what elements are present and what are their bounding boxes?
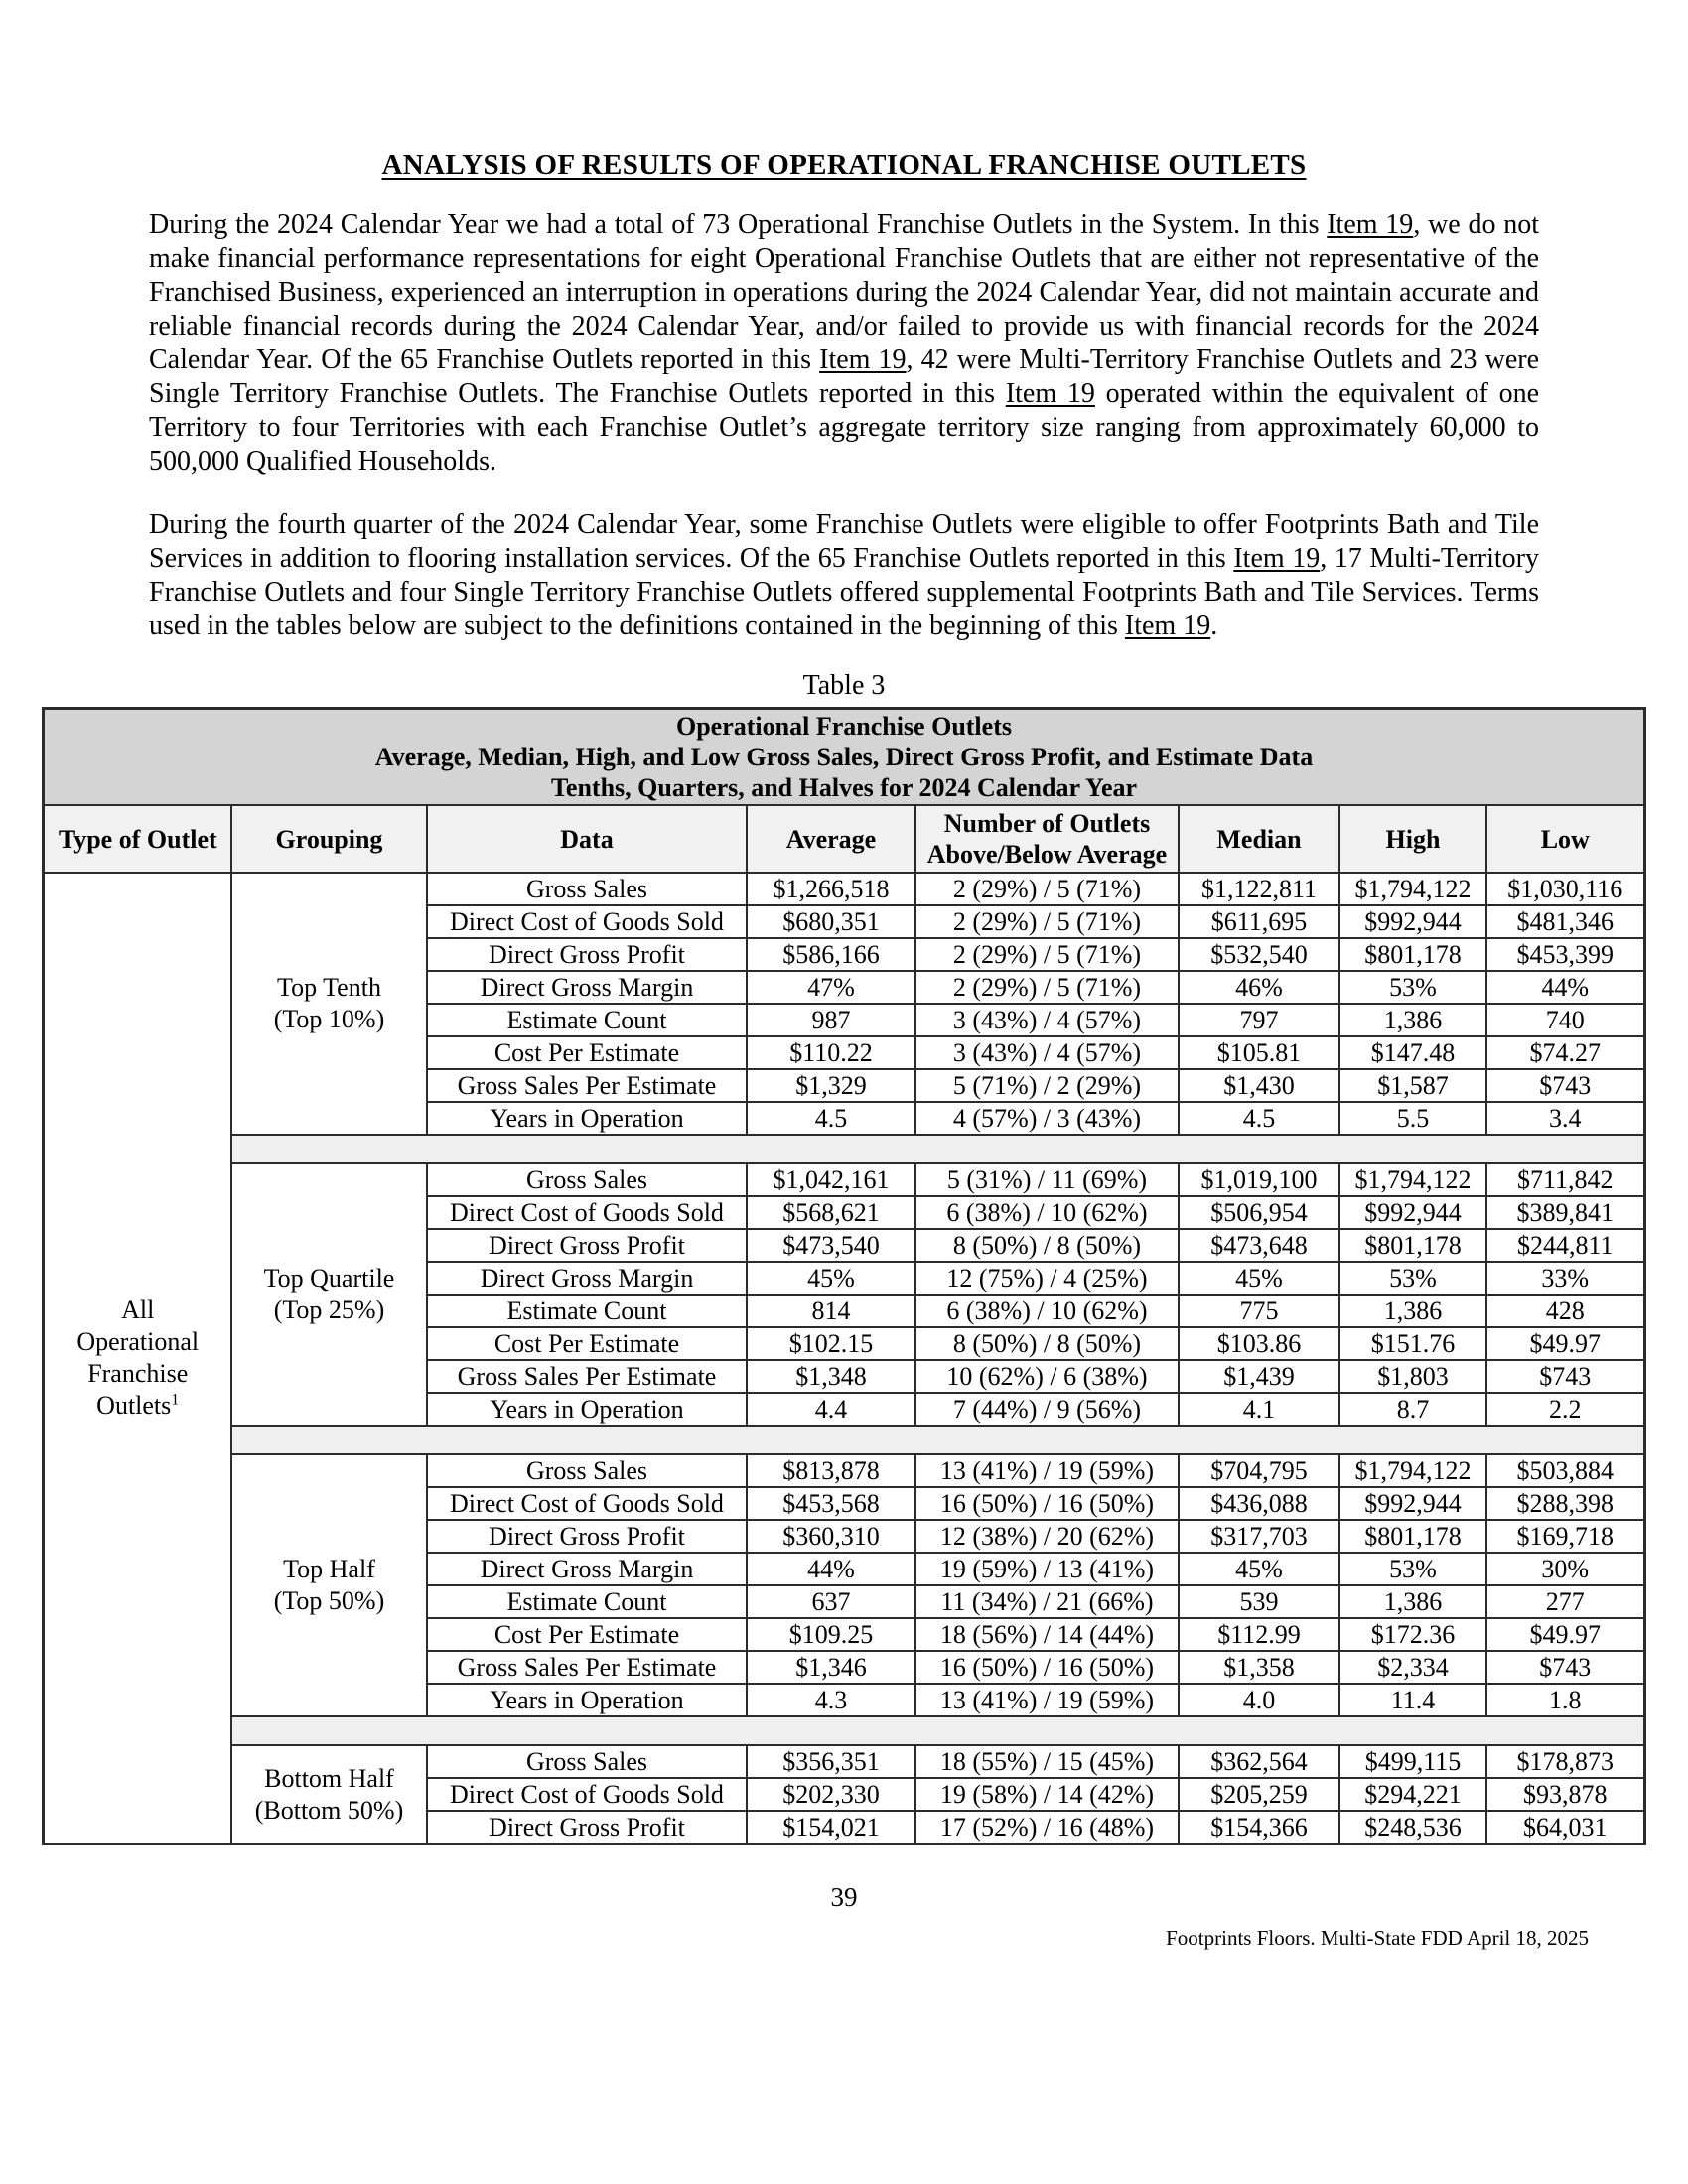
- page-number: 39: [830, 1882, 858, 1912]
- above-below-cell: 6 (38%) / 10 (62%): [915, 1295, 1179, 1327]
- data-label-cell: Estimate Count: [427, 1295, 747, 1327]
- col-header-type-of-outlet: Type of Outlet: [44, 805, 231, 873]
- text-segment: , 17 Multi-Territory Franchise Outlets and four Single Territory Franchise Outlets offered supplemental Footprints Bath and Tile Services. Terms used in the tables below are subject to the definitions contained in the beginning of this: [149, 543, 1539, 641]
- average-cell: 45%: [747, 1262, 915, 1295]
- paragraph: [149, 508, 1539, 643]
- median-cell: $317,703: [1179, 1520, 1339, 1553]
- table-caption: Table 3: [802, 670, 886, 701]
- spacer-cell: [231, 1135, 1644, 1163]
- above-below-cell: 5 (31%) / 11 (69%): [915, 1163, 1179, 1196]
- median-cell: $532,540: [1179, 938, 1339, 971]
- data-label-cell: Estimate Count: [427, 1004, 747, 1036]
- high-cell: $1,794,122: [1339, 1163, 1486, 1196]
- data-label-cell: Direct Gross Profit: [427, 1520, 747, 1553]
- above-below-cell: 12 (38%) / 20 (62%): [915, 1520, 1179, 1553]
- high-cell: 11.4: [1339, 1684, 1486, 1716]
- median-cell: 46%: [1179, 971, 1339, 1004]
- col-header-average: Average: [747, 805, 915, 873]
- table-row: [44, 1454, 1644, 1487]
- average-cell: $109.25: [747, 1618, 915, 1651]
- low-cell: 428: [1486, 1295, 1644, 1327]
- data-label-cell: Direct Cost of Goods Sold: [427, 1487, 747, 1520]
- data-label-cell: Cost Per Estimate: [427, 1327, 747, 1360]
- footnote-marker: 1: [171, 1391, 180, 1409]
- average-cell: $1,042,161: [747, 1163, 915, 1196]
- low-cell: 3.4: [1486, 1102, 1644, 1135]
- low-cell: $244,811: [1486, 1229, 1644, 1262]
- high-cell: 8.7: [1339, 1393, 1486, 1426]
- data-label-cell: Direct Gross Margin: [427, 1553, 747, 1585]
- median-cell: $436,088: [1179, 1487, 1339, 1520]
- table-3: [42, 707, 1645, 1845]
- low-cell: $743: [1486, 1651, 1644, 1684]
- above-below-cell: 18 (55%) / 15 (45%): [915, 1745, 1179, 1778]
- low-cell: 277: [1486, 1585, 1644, 1618]
- spacer-row: [44, 1135, 1644, 1163]
- high-cell: $1,794,122: [1339, 1454, 1486, 1487]
- text-segment: During the fourth quarter of the 2024 Calendar Year, some Franchise Outlets were eligible to offer Footprints Bath and Tile Services in addition to flooring installation services. Of the 65 Franchise Outlets reported in this: [149, 509, 1539, 574]
- data-label-cell: Gross Sales Per Estimate: [427, 1069, 747, 1102]
- data-label-cell: Gross Sales: [427, 1454, 747, 1487]
- text-segment: .: [1210, 611, 1218, 641]
- average-cell: 637: [747, 1585, 915, 1618]
- item-19-reference: Item 19: [1124, 611, 1211, 641]
- high-cell: $2,334: [1339, 1651, 1486, 1684]
- type-of-outlet-cell: All Operational Franchise Outlets$^1$: [44, 873, 231, 1844]
- above-below-cell: 3 (43%) / 4 (57%): [915, 1036, 1179, 1069]
- col-header-outlets-above-below: Number of Outlets Above/Below Average: [915, 805, 1179, 873]
- median-cell: $506,954: [1179, 1196, 1339, 1229]
- table-row: [44, 1163, 1644, 1196]
- table-title-row: [44, 709, 1644, 806]
- median-cell: $473,648: [1179, 1229, 1339, 1262]
- col-header-grouping: Grouping: [231, 805, 427, 873]
- average-cell: $568,621: [747, 1196, 915, 1229]
- data-label-cell: Gross Sales Per Estimate: [427, 1651, 747, 1684]
- low-cell: $64,031: [1486, 1811, 1644, 1844]
- above-below-cell: 12 (75%) / 4 (25%): [915, 1262, 1179, 1295]
- data-label-cell: Gross Sales: [427, 1745, 747, 1778]
- average-cell: $202,330: [747, 1778, 915, 1811]
- above-below-cell: 7 (44%) / 9 (56%): [915, 1393, 1179, 1426]
- table-row: [44, 1745, 1644, 1778]
- high-cell: $294,221: [1339, 1778, 1486, 1811]
- low-cell: $711,842: [1486, 1163, 1644, 1196]
- average-cell: $154,021: [747, 1811, 915, 1844]
- high-cell: $801,178: [1339, 938, 1486, 971]
- data-label-cell: Direct Gross Profit: [427, 1811, 747, 1844]
- data-label-cell: Cost Per Estimate: [427, 1618, 747, 1651]
- item-19-reference: Item 19: [819, 344, 907, 375]
- median-cell: $103.86: [1179, 1327, 1339, 1360]
- grouping-cell: Top Quartile (Top 25%): [231, 1163, 427, 1426]
- median-cell: 4.5: [1179, 1102, 1339, 1135]
- grouping-cell: Top Tenth (Top 10%): [231, 873, 427, 1135]
- data-label-cell: Direct Cost of Goods Sold: [427, 905, 747, 938]
- median-cell: $611,695: [1179, 905, 1339, 938]
- above-below-cell: 10 (62%) / 6 (38%): [915, 1360, 1179, 1393]
- high-cell: $992,944: [1339, 905, 1486, 938]
- median-cell: $1,019,100: [1179, 1163, 1339, 1196]
- above-below-cell: 8 (50%) / 8 (50%): [915, 1229, 1179, 1262]
- average-cell: $356,351: [747, 1745, 915, 1778]
- average-cell: $1,346: [747, 1651, 915, 1684]
- spacer-cell: [231, 1426, 1644, 1454]
- col-header-data: Data: [427, 805, 747, 873]
- above-below-cell: 2 (29%) / 5 (71%): [915, 905, 1179, 938]
- low-cell: 30%: [1486, 1553, 1644, 1585]
- text-segment: , we do not make financial performance representations for eight Operational Franchise Outlets that are either not representative of the Franchised Business, experienced an interruption in operations during the 2024 Calendar Year, did not maintain accurate and reliable financial records during the 2024 Calendar Year, and/or failed to provide us with financial records for the 2024 Calendar Year. Of the 65 Franchise Outlets reported in this: [149, 209, 1540, 375]
- data-label-cell: Direct Cost of Goods Sold: [427, 1196, 747, 1229]
- average-cell: $360,310: [747, 1520, 915, 1553]
- above-below-cell: 18 (56%) / 14 (44%): [915, 1618, 1179, 1651]
- grouping-cell: Top Half (Top 50%): [231, 1454, 427, 1716]
- high-cell: $248,536: [1339, 1811, 1486, 1844]
- median-cell: 4.0: [1179, 1684, 1339, 1716]
- low-cell: 740: [1486, 1004, 1644, 1036]
- low-cell: $288,398: [1486, 1487, 1644, 1520]
- above-below-cell: 2 (29%) / 5 (71%): [915, 938, 1179, 971]
- high-cell: $1,794,122: [1339, 873, 1486, 905]
- low-cell: $169,718: [1486, 1520, 1644, 1553]
- low-cell: $1,030,116: [1486, 873, 1644, 905]
- median-cell: $154,366: [1179, 1811, 1339, 1844]
- page-title-text: ANALYSIS OF RESULTS OF OPERATIONAL FRANCHISE OUTLETS: [381, 149, 1307, 181]
- text-segment: operated within the equivalent of one Territory to four Territories with each Franchise Outlet’s aggregate territory size ranging from approximately 60,000 to 500,000 Qualified Households.: [149, 378, 1539, 477]
- high-cell: 5.5: [1339, 1102, 1486, 1135]
- low-cell: $453,399: [1486, 938, 1644, 971]
- average-cell: $1,266,518: [747, 873, 915, 905]
- table-title-line-3: Tenths, Quarters, and Halves for 2024 Calendar Year: [550, 773, 1138, 802]
- average-cell: $453,568: [747, 1487, 915, 1520]
- high-cell: $499,115: [1339, 1745, 1486, 1778]
- median-cell: $205,259: [1179, 1778, 1339, 1811]
- high-cell: 53%: [1339, 1262, 1486, 1295]
- data-label-cell: Direct Gross Profit: [427, 1229, 747, 1262]
- average-cell: 44%: [747, 1553, 915, 1585]
- above-below-cell: 2 (29%) / 5 (71%): [915, 971, 1179, 1004]
- low-cell: 44%: [1486, 971, 1644, 1004]
- item-19-reference: Item 19: [1233, 543, 1321, 574]
- table-header-row: [44, 805, 1644, 873]
- above-below-cell: 6 (38%) / 10 (62%): [915, 1196, 1179, 1229]
- median-cell: 775: [1179, 1295, 1339, 1327]
- low-cell: 1.8: [1486, 1684, 1644, 1716]
- high-cell: $1,803: [1339, 1360, 1486, 1393]
- low-cell: $503,884: [1486, 1454, 1644, 1487]
- average-cell: $813,878: [747, 1454, 915, 1487]
- col-header-low: Low: [1486, 805, 1644, 873]
- high-cell: $992,944: [1339, 1196, 1486, 1229]
- intro-paragraphs: [0, 208, 1688, 643]
- low-cell: $389,841: [1486, 1196, 1644, 1229]
- text-segment: , 42 were Multi-Territory Franchise Outlets and 23 were Single Territory Franchise Outlets. The Franchise Outlets reported in this: [149, 344, 1540, 409]
- average-cell: 814: [747, 1295, 915, 1327]
- text-segment: During the 2024 Calendar Year we had a total of 73 Operational Franchise Outlets in the System. In this: [149, 209, 1328, 240]
- data-label-cell: Years in Operation: [427, 1684, 747, 1716]
- data-label-cell: Estimate Count: [427, 1585, 747, 1618]
- average-cell: $102.15: [747, 1327, 915, 1360]
- table-row: [44, 873, 1644, 905]
- high-cell: $801,178: [1339, 1229, 1486, 1262]
- median-cell: 797: [1179, 1004, 1339, 1036]
- data-label-cell: Direct Gross Margin: [427, 1262, 747, 1295]
- item-19-reference: Item 19: [1327, 209, 1414, 240]
- table-title-line-2: Average, Median, High, and Low Gross Sales, Direct Gross Profit, and Estimate Data: [374, 743, 1314, 771]
- median-cell: 539: [1179, 1585, 1339, 1618]
- table-title-line-1: Operational Franchise Outlets: [676, 712, 1012, 741]
- spacer-row: [44, 1426, 1644, 1454]
- above-below-cell: 3 (43%) / 4 (57%): [915, 1004, 1179, 1036]
- average-cell: $1,348: [747, 1360, 915, 1393]
- above-below-cell: 2 (29%) / 5 (71%): [915, 873, 1179, 905]
- col-header-high: High: [1339, 805, 1486, 873]
- low-cell: $49.97: [1486, 1327, 1644, 1360]
- average-cell: 4.3: [747, 1684, 915, 1716]
- item-19-reference: Item 19: [1005, 378, 1095, 409]
- above-below-cell: 16 (50%) / 16 (50%): [915, 1487, 1179, 1520]
- above-below-cell: 13 (41%) / 19 (59%): [915, 1684, 1179, 1716]
- low-cell: $74.27: [1486, 1036, 1644, 1069]
- high-cell: 53%: [1339, 1553, 1486, 1585]
- high-cell: $172.36: [1339, 1618, 1486, 1651]
- high-cell: $1,587: [1339, 1069, 1486, 1102]
- median-cell: $1,122,811: [1179, 873, 1339, 905]
- data-label-cell: Years in Operation: [427, 1102, 747, 1135]
- low-cell: $93,878: [1486, 1778, 1644, 1811]
- average-cell: $680,351: [747, 905, 915, 938]
- data-label-cell: Gross Sales: [427, 1163, 747, 1196]
- average-cell: $110.22: [747, 1036, 915, 1069]
- above-below-cell: 4 (57%) / 3 (43%): [915, 1102, 1179, 1135]
- above-below-cell: 13 (41%) / 19 (59%): [915, 1454, 1179, 1487]
- median-cell: $362,564: [1179, 1745, 1339, 1778]
- document-footer: Footprints Floors. Multi-State FDD April 18, 2025: [1166, 1926, 1589, 1950]
- low-cell: 33%: [1486, 1262, 1644, 1295]
- median-cell: $105.81: [1179, 1036, 1339, 1069]
- low-cell: $481,346: [1486, 905, 1644, 938]
- spacer-row: [44, 1716, 1644, 1745]
- spacer-cell: [231, 1716, 1644, 1745]
- col-header-median: Median: [1179, 805, 1339, 873]
- high-cell: 1,386: [1339, 1585, 1486, 1618]
- low-cell: $743: [1486, 1069, 1644, 1102]
- above-below-cell: 19 (59%) / 13 (41%): [915, 1553, 1179, 1585]
- table-title-band: [44, 709, 1644, 806]
- median-cell: $1,358: [1179, 1651, 1339, 1684]
- high-cell: 1,386: [1339, 1004, 1486, 1036]
- high-cell: 1,386: [1339, 1295, 1486, 1327]
- average-cell: 987: [747, 1004, 915, 1036]
- low-cell: 2.2: [1486, 1393, 1644, 1426]
- high-cell: $151.76: [1339, 1327, 1486, 1360]
- median-cell: $112.99: [1179, 1618, 1339, 1651]
- data-label-cell: Cost Per Estimate: [427, 1036, 747, 1069]
- average-cell: $586,166: [747, 938, 915, 971]
- low-cell: $743: [1486, 1360, 1644, 1393]
- median-cell: $1,430: [1179, 1069, 1339, 1102]
- data-label-cell: Years in Operation: [427, 1393, 747, 1426]
- average-cell: 47%: [747, 971, 915, 1004]
- data-label-cell: Direct Gross Margin: [427, 971, 747, 1004]
- high-cell: $147.48: [1339, 1036, 1486, 1069]
- median-cell: 45%: [1179, 1262, 1339, 1295]
- data-label-cell: Gross Sales Per Estimate: [427, 1360, 747, 1393]
- high-cell: $801,178: [1339, 1520, 1486, 1553]
- low-cell: $49.97: [1486, 1618, 1644, 1651]
- median-cell: $1,439: [1179, 1360, 1339, 1393]
- above-below-cell: 11 (34%) / 21 (66%): [915, 1585, 1179, 1618]
- average-cell: 4.4: [747, 1393, 915, 1426]
- data-label-cell: Gross Sales: [427, 873, 747, 905]
- high-cell: 53%: [1339, 971, 1486, 1004]
- above-below-cell: 16 (50%) / 16 (50%): [915, 1651, 1179, 1684]
- page-title: [0, 147, 1688, 183]
- data-label-cell: Direct Cost of Goods Sold: [427, 1778, 747, 1811]
- grouping-cell: Bottom Half (Bottom 50%): [231, 1745, 427, 1844]
- above-below-cell: 5 (71%) / 2 (29%): [915, 1069, 1179, 1102]
- median-cell: $704,795: [1179, 1454, 1339, 1487]
- median-cell: 45%: [1179, 1553, 1339, 1585]
- above-below-cell: 17 (52%) / 16 (48%): [915, 1811, 1179, 1844]
- low-cell: $178,873: [1486, 1745, 1644, 1778]
- average-cell: $1,329: [747, 1069, 915, 1102]
- above-below-cell: 8 (50%) / 8 (50%): [915, 1327, 1179, 1360]
- above-below-cell: 19 (58%) / 14 (42%): [915, 1778, 1179, 1811]
- median-cell: 4.1: [1179, 1393, 1339, 1426]
- average-cell: $473,540: [747, 1229, 915, 1262]
- paragraph: [149, 208, 1539, 478]
- high-cell: $992,944: [1339, 1487, 1486, 1520]
- average-cell: 4.5: [747, 1102, 915, 1135]
- data-label-cell: Direct Gross Profit: [427, 938, 747, 971]
